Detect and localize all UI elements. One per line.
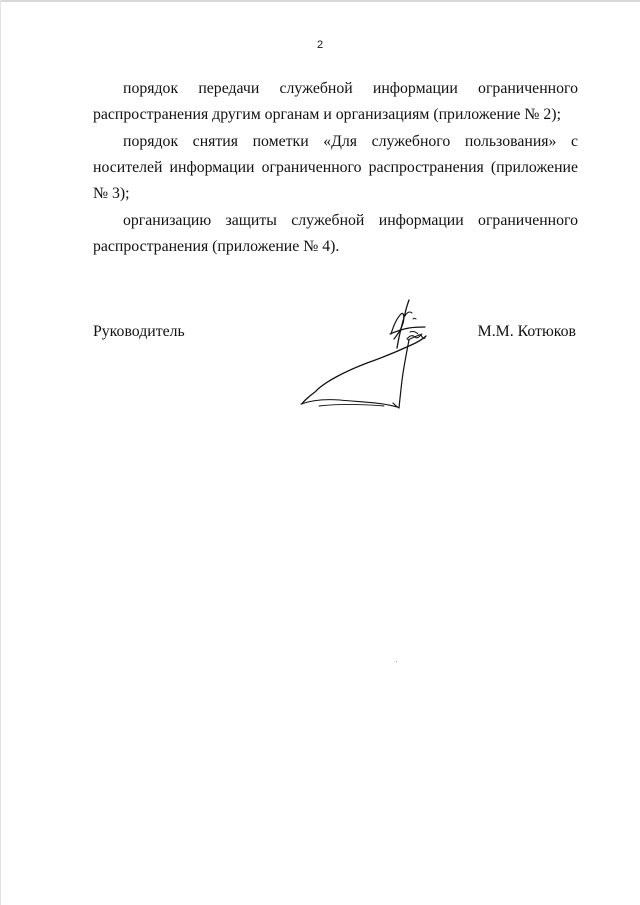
paragraph-appendix-4: организацию защиты служебной информации ограниченного распространения (приложение № 4). [93,212,578,255]
page-number: 2 [316,39,324,51]
scan-speck [396,661,397,662]
scan-top-edge [0,0,640,2]
paragraph-appendix-3: порядок снятия пометки «Для служебного пользования» с носителей информации ограниченного распространения (приложение № 3); [93,133,578,202]
paragraph-appendix-2: порядок передачи служебной информации ограниченного распространения другим органам и организациям (приложение № 2); [93,80,578,123]
handwritten-signature-icon [296,296,466,414]
signature-block [93,321,578,345]
signer-title: Руководитель [93,323,185,340]
signer-name: М.М. Котюков [477,323,576,340]
body-text [93,76,578,261]
scan-left-edge [0,0,1,905]
